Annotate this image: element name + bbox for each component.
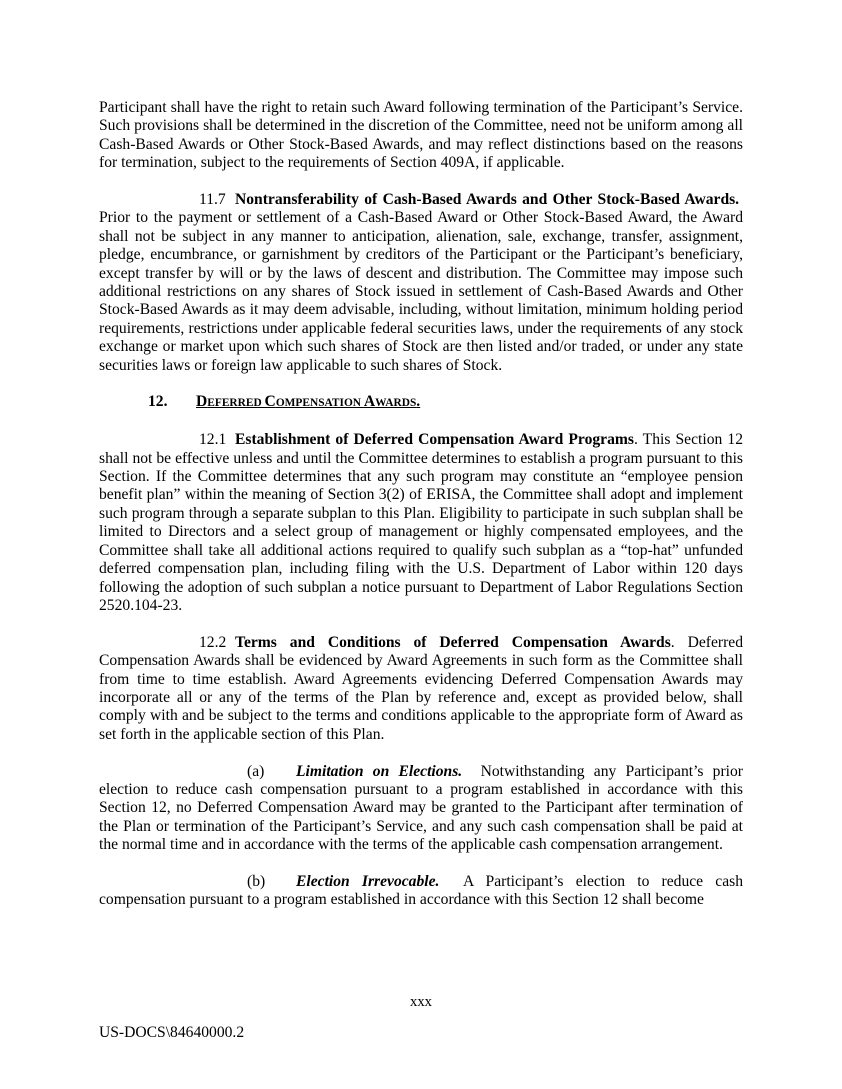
page-number: xxx bbox=[410, 994, 432, 1010]
section-title: Nontransferability of Cash-Based Awards and Other Stock-Based Awards. bbox=[235, 191, 740, 209]
subsection-body: A Participant’s election to reduce cash compensation pursuant to a program established in accordance with this Section 12 shall become bbox=[99, 872, 744, 909]
section-number: 11.7 bbox=[199, 191, 226, 209]
section-body: Prior to the payment or settlement of a Cash-Based Award or Other Stock-Based Award, the Award shall not be subject in any manner to anticipation, alienation, sale, exchange, transfer, assignment, pledge, encumbrance, or garnishment by creditors of the Participant or the Participant’s beneficiary, except transfer by will or by the laws of descent and distribution. The Committee may impose such additional restrictions on any shares of Stock issued in settlement of Cash-Based Awards and Other Stock-Based Awards as it may deem advisable, including, without limitation, minimum holding period requirements, restrictions under applicable federal securities laws, under the requirements of any stock exchange or market upon which such shares of Stock are then listed and/or traded, or under any state securities laws or foreign law applicable to such shares of Stock. bbox=[99, 209, 743, 374]
section-number: 12.2 bbox=[199, 633, 227, 651]
subsection-a bbox=[99, 763, 743, 855]
subsection-title: Limitation on Elections. bbox=[296, 762, 463, 780]
section-title: Establishment of Deferred Compensation Award Programs bbox=[235, 431, 634, 449]
section-title: Terms and Conditions of Deferred Compensation Awards bbox=[235, 633, 671, 651]
section-title: DEFERRED COMPENSATION AWARDS. bbox=[196, 393, 421, 411]
subsection-letter: (a) bbox=[247, 762, 265, 780]
subsection-b bbox=[99, 873, 743, 910]
section-12-1 bbox=[99, 431, 743, 615]
paragraph-continued: Participant shall have the right to retain such Award following termination of the Participant’s Service. Such provisions shall be determined in the discretion of the Committee, need not be uniform among all Cash-Based Awards or Other Stock-Based Awards, and may reflect distinctions based on the reasons for termination, subject to the requirements of Section 409A, if applicable. bbox=[99, 99, 743, 172]
section-12-2 bbox=[99, 634, 743, 744]
section-body: . Deferred Compensation Awards shall be evidenced by Award Agreements in such form as the Committee shall from time to time establish. Award Agreements evidencing Deferred Compensation Awards may incorporate all or any of the terms of the Plan by reference and, except as provided below, shall comply with and be subject to the terms and conditions applicable to the appropriate form of Award as set forth in the applicable section of this Plan. bbox=[99, 633, 743, 743]
document-body bbox=[99, 99, 743, 910]
section-number: 12.1 bbox=[199, 431, 227, 449]
subsection-letter: (b) bbox=[247, 872, 266, 890]
section-12-heading bbox=[99, 393, 743, 412]
subsection-body: Notwithstanding any Participant’s prior election to reduce cash compensation pursuant to a program established in accordance with this Section 12, no Deferred Compensation Award may be granted to the Participant after termination of the Plan or termination of the Participant’s Service, and any such cash compensation shall be paid at the normal time and in accordance with the terms of the applicable cash compensation arrangement. bbox=[99, 762, 743, 854]
section-11-7 bbox=[99, 191, 743, 375]
document-id: US-DOCS\84640000.2 bbox=[99, 1024, 245, 1041]
subsection-title: Election Irrevocable. bbox=[296, 872, 440, 890]
section-number: 12. bbox=[148, 393, 168, 411]
section-body: . This Section 12 shall not be effective unless and until the Committee determines to establish a program pursuant to this Section. If the Committee determines that any such program may constitute an “employee pension benefit plan” within the meaning of Section 3(2) of ERISA, the Committee shall adopt and implement such program through a separate subplan to this Plan. Eligibility to participate in such subplan shall be limited to Directors and a select group of management or highly compensated employees, and the Committee shall take all additional actions required to qualify such subplan as a “top-hat” unfunded deferred compensation plan, including filing with the U.S. Department of Labor within 120 days following the adoption of such subplan a notice pursuant to Department of Labor Regulations Section 2520.104-23. bbox=[99, 431, 743, 614]
